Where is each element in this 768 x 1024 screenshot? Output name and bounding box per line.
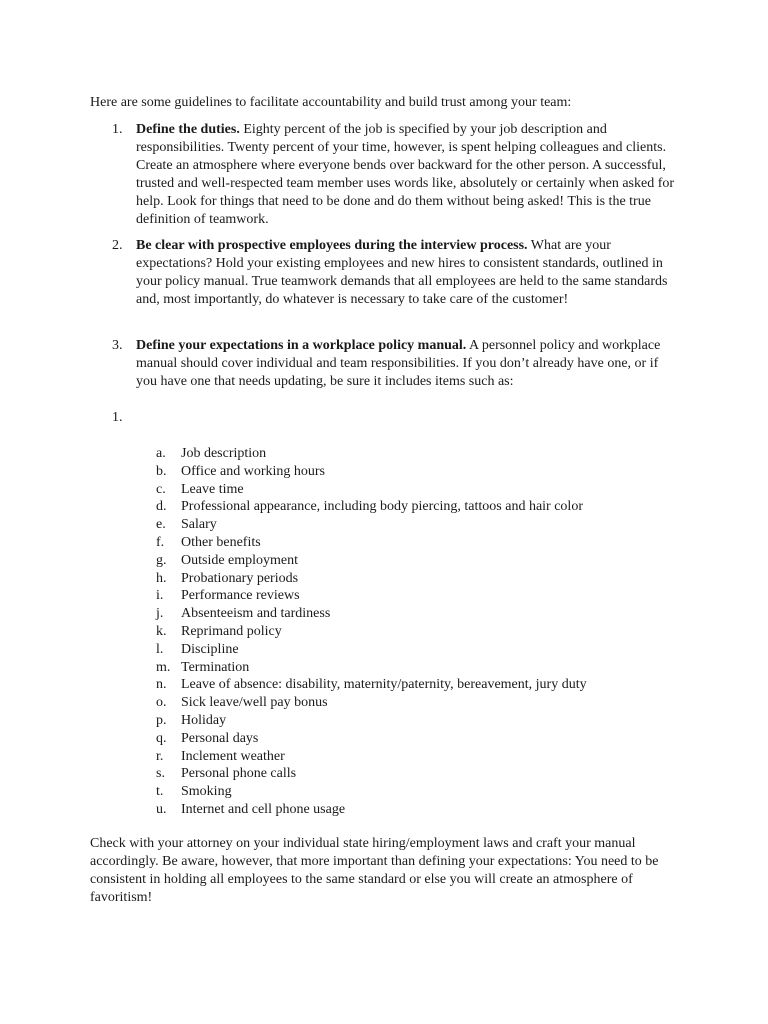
policy-list-text: Internet and cell phone usage xyxy=(181,801,346,817)
guideline-number: 1. xyxy=(112,122,123,137)
guideline-text: What are your expectations? Hold your existing employees and new hires to consistent standards, outlined in your policy manual. True teamwork demands that all employees are held to the same standards and, most importantly, do whatever is necessary to take care of the customer! xyxy=(136,238,668,307)
policy-list-text: Salary xyxy=(181,517,217,533)
policy-list-letter: l. xyxy=(156,641,164,657)
policy-list-letter: j. xyxy=(156,606,164,622)
policy-list-letter: o. xyxy=(156,695,167,711)
policy-list-item xyxy=(156,534,587,552)
policy-list-text: Leave time xyxy=(181,481,244,497)
policy-list-text: Discipline xyxy=(181,641,239,657)
policy-list-text: Termination xyxy=(181,659,250,675)
policy-list-item xyxy=(156,623,587,641)
guideline-text: Eighty percent of the job is specified by your job description and responsibilities. Twenty percent of your time, however, is spent helping colleagues and clients. Create an atmosphere where everyone bends over backward for the other person. A successful, trusted and well-respected team member uses words like, absolutely or certainly when asked for help. Look for things that need to be done and do them without being asked! This is the true definition of teamwork. xyxy=(136,122,675,227)
guideline-number: 3. xyxy=(112,338,123,353)
policy-list-text: Outside employment xyxy=(181,552,299,568)
policy-list-text: Inclement weather xyxy=(181,748,285,764)
policy-list-item xyxy=(156,748,587,766)
policy-list-item xyxy=(156,587,587,605)
policy-list-text: Leave of absence: disability, maternity/paternity, bereavement, jury duty xyxy=(181,677,587,693)
policy-list-letter: q. xyxy=(156,730,167,746)
guideline-body xyxy=(136,337,676,391)
guideline-lead: Define your expectations in a workplace policy manual. xyxy=(136,338,467,353)
policy-list-letter: h. xyxy=(156,570,167,586)
guideline-text: A personnel policy and workplace manual should cover individual and team responsibilities. If you don’t already have one, or if you have one that needs updating, be sure it includes items such as: xyxy=(136,338,661,389)
policy-list-item xyxy=(156,445,587,463)
policy-list-letter: e. xyxy=(156,517,166,533)
policy-list-item xyxy=(156,783,587,801)
policy-list-letter: p. xyxy=(156,712,167,728)
policy-list-item xyxy=(156,801,587,819)
policy-list-text: Sick leave/well pay bonus xyxy=(181,695,328,711)
policy-list-letter: b. xyxy=(156,463,167,479)
guideline-item-define-duties xyxy=(90,121,680,229)
policy-list-letter: g. xyxy=(156,552,167,568)
policy-list-letter: u. xyxy=(156,801,167,817)
policy-list-letter: m. xyxy=(156,659,171,675)
policy-list-letter: a. xyxy=(156,446,166,461)
policy-list-text: Smoking xyxy=(181,784,232,800)
policy-list-item xyxy=(156,659,587,677)
policy-list-text: Professional appearance, including body piercing, tattoos and hair color xyxy=(181,499,583,515)
policy-list-text: Job description xyxy=(181,446,267,461)
policy-list-text: Office and working hours xyxy=(181,463,325,479)
policy-list-text: Holiday xyxy=(181,712,227,728)
policy-list-item xyxy=(156,552,587,570)
policy-list-item xyxy=(156,498,587,516)
policy-list-text: Other benefits xyxy=(181,534,261,550)
policy-list-item xyxy=(156,516,587,534)
policy-list-letter: c. xyxy=(156,481,166,497)
policy-list-item xyxy=(156,605,587,623)
policy-list-item xyxy=(156,641,587,659)
policy-list-item xyxy=(156,765,587,783)
policy-list-text: Personal days xyxy=(181,730,259,746)
policy-list-item xyxy=(156,463,587,481)
policy-list-letter: f. xyxy=(156,534,165,550)
policy-list-item xyxy=(156,694,587,712)
empty-list-number: 1. xyxy=(112,410,123,425)
policy-list-item xyxy=(156,676,587,694)
policy-list-item xyxy=(156,481,587,499)
guideline-item-policy-manual xyxy=(90,337,680,391)
policy-list-letter: d. xyxy=(156,499,167,515)
policy-list-text: Absenteeism and tardiness xyxy=(181,606,331,622)
guideline-number: 2. xyxy=(112,238,123,253)
guideline-body xyxy=(136,121,676,229)
policy-list-text: Personal phone calls xyxy=(181,766,297,782)
policy-list-text: Performance reviews xyxy=(181,588,300,604)
closing-paragraph: Check with your attorney on your individual state hiring/employment laws and craft your manual accordingly. Be aware, however, that more important than defining your expectations: You need to be consistent in holding all employees to the same standard or else you will create an atmosphere of favoritism! xyxy=(90,836,659,905)
policy-list-text: Probationary periods xyxy=(181,570,299,586)
guideline-item-interview-process xyxy=(90,237,680,309)
policy-list-item xyxy=(156,730,587,748)
policy-list-item xyxy=(156,570,587,588)
policy-list-letter: t. xyxy=(156,784,164,800)
policy-list-letter: k. xyxy=(156,623,167,639)
guideline-lead: Define the duties. xyxy=(136,122,240,137)
policy-list-letter: n. xyxy=(156,677,167,693)
guideline-body xyxy=(136,237,676,309)
policy-list-item xyxy=(156,712,587,730)
policy-list-letter: s. xyxy=(156,766,165,782)
policy-list-text: Reprimand policy xyxy=(181,623,282,639)
intro-paragraph: Here are some guidelines to facilitate accountability and build trust among your team: xyxy=(90,95,572,110)
guideline-lead: Be clear with prospective employees during the interview process. xyxy=(136,238,528,253)
policy-items-list xyxy=(156,445,587,819)
policy-list-letter: i. xyxy=(156,588,164,604)
policy-list-letter: r. xyxy=(156,748,164,764)
